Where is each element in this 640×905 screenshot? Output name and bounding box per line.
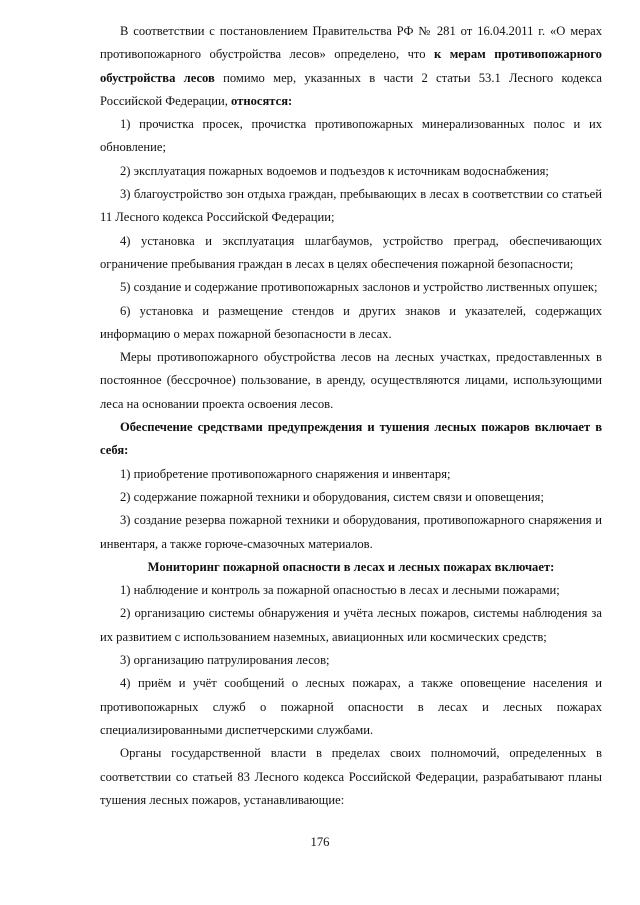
monitoring-item: 1) наблюдение и контроль за пожарной опасностью в лесах и лесными пожарами; (120, 583, 560, 598)
intro-paragraph (100, 20, 602, 113)
monitoring-heading-text: Мониторинг пожарной опасности в лесах и лесных пожарах включает: (147, 559, 555, 574)
supply-item: 1) приобретение противопожарного снаряжения и инвентаря; (120, 466, 451, 481)
measure-item: 3) благоустройство зон отдыха граждан, пребывающих в лесах в соответствии со статьей 11 Лесного кодекса Российской Федерации; (100, 187, 602, 225)
intro-emphasis-measures: к мерам противопожарного обустройства лесов (100, 47, 602, 85)
supply-item: 2) содержание пожарной техники и оборудования, систем связи и оповещения; (120, 489, 544, 504)
document-page (100, 20, 602, 812)
supply-heading-text: Обеспечение средствами предупреждения и тушения лесных пожаров включает в себя: (100, 420, 602, 458)
monitoring-item: 4) приём и учёт сообщений о лесных пожарах, а также оповещение населения и противопожарных служб о пожарной опасности в лесах и лесных пожарах специализированными диспетчерскими службами. (100, 676, 602, 737)
supply-heading (100, 416, 602, 463)
measures-note-paragraph: Меры противопожарного обустройства лесов на лесных участках, предоставленных в постоянное (бессрочное) пользование, в аренду, осуществляются лицами, использующими леса на основании проекта освоения лесов. (100, 350, 602, 411)
monitoring-item: 3) организацию патрулирования лесов; (120, 653, 330, 668)
measure-item: 6) установка и размещение стендов и других знаков и указателей, содержащих информацию о мерах пожарной безопасности в лесах. (100, 303, 602, 341)
measure-item: 4) установка и эксплуатация шлагбаумов, устройство преград, обеспечивающих ограничение пребывания граждан в лесах в целях обеспечения пожарной безопасности; (100, 233, 602, 271)
intro-text-2: помимо мер, указанных в части 2 статьи 53.1 Лесного кодекса Российской Федерации, (100, 70, 602, 108)
measure-item: 1) прочистка просек, прочистка противопожарных минерализованных полос и их обновление; (100, 117, 602, 155)
measure-item: 5) создание и содержание противопожарных заслонов и устройство лиственных опушек; (120, 280, 598, 295)
supply-item: 3) создание резерва пожарной техники и оборудования, противопожарного снаряжения и инвентаря, а также горюче-смазочных материалов. (100, 513, 602, 551)
intro-text-1: В соответствии с постановлением Правительства РФ № 281 от 16.04.2011 г. «О мерах противопожарного обустройства лесов» определено, что (100, 24, 602, 62)
monitoring-item: 2) организацию системы обнаружения и учёта лесных пожаров, системы наблюдения за их развитием с использованием наземных, авиационных или космических средств; (100, 606, 602, 644)
page-number: 176 (310, 835, 330, 849)
final-paragraph: Органы государственной власти в пределах своих полномочий, определенных в соответствии со статьей 83 Лесного кодекса Российской Федерации, разрабатывают планы тушения лесных пожаров, устанавливающие: (100, 746, 602, 807)
monitoring-heading (100, 556, 602, 579)
intro-emphasis-include: относятся: (231, 93, 293, 108)
measure-item: 2) эксплуатация пожарных водоемов и подъездов к источникам водоснабжения; (120, 163, 549, 178)
